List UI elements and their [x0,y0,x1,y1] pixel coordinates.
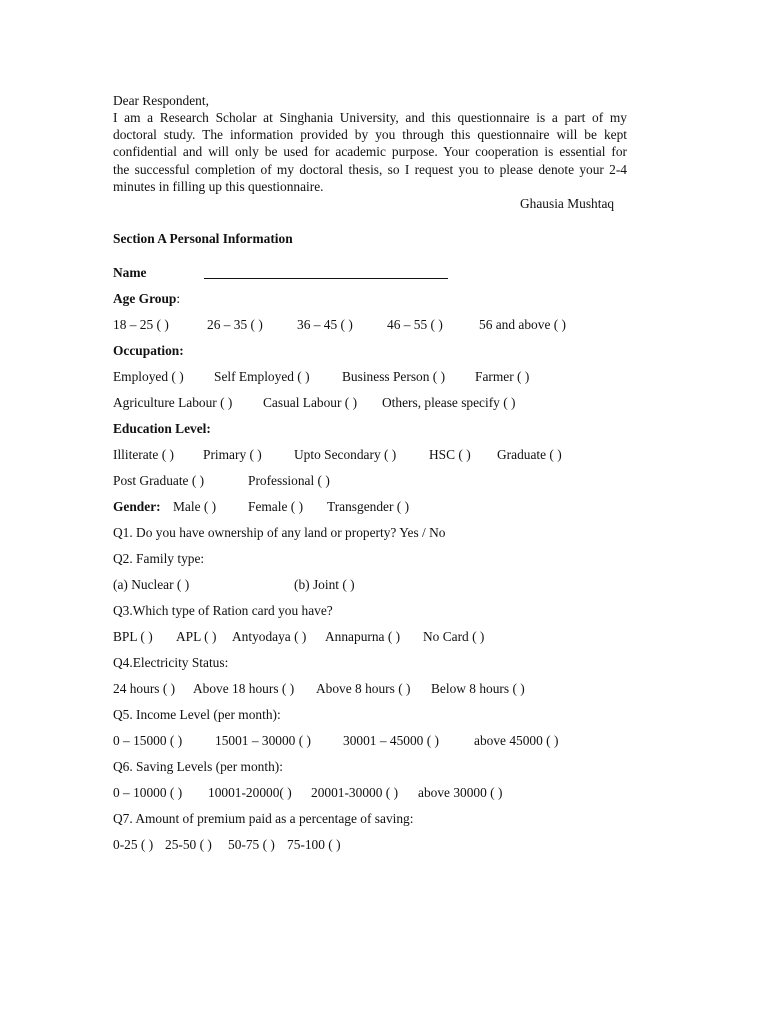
q4-option-below-8-hours[interactable]: Below 8 hours ( ) [431,681,525,696]
salutation: Dear Respondent, [113,93,209,108]
q7-text: Q7. Amount of premium paid as a percentage of saving: [113,811,414,826]
education-upto-secondary[interactable]: Upto Secondary ( ) [294,447,397,462]
q7-option-75-100[interactable]: 75-100 ( ) [287,837,341,852]
occupation-label: Occupation: [113,343,184,358]
letter-line-4: the successful completion of my doctoral thesis, so I request you to please denote your 2-4 [113,162,627,177]
q2-text: Q2. Family type: [113,551,205,566]
education-label: Education Level: [113,421,211,436]
signature-name: Ghausia Mushtaq [520,196,615,211]
age-option-36-45[interactable]: 36 – 45 ( ) [297,317,353,332]
age-option-18-25[interactable]: 18 – 25 ( ) [113,317,169,332]
q4-text: Q4.Electricity Status: [113,655,229,670]
q3-text: Q3.Which type of Ration card you have? [113,603,333,618]
q7-option-50-75[interactable]: 50-75 ( ) [228,837,275,852]
q5-option-30001-45000[interactable]: 30001 – 45000 ( ) [343,733,439,748]
letter-line-3: confidential and will only be used for academic purpose. Your cooperation is essential for [113,144,627,159]
q6-option-0-10000[interactable]: 0 – 10000 ( ) [113,785,183,800]
age-option-46-55[interactable]: 46 – 55 ( ) [387,317,443,332]
education-post-graduate[interactable]: Post Graduate ( ) [113,473,205,488]
occupation-self-employed[interactable]: Self Employed ( ) [214,369,310,384]
gender-male[interactable]: Male ( ) [173,499,217,514]
q2-option-nuclear[interactable]: (a) Nuclear ( ) [113,577,190,592]
education-professional[interactable]: Professional ( ) [248,473,330,488]
q7-option-25-50[interactable]: 25-50 ( ) [165,837,212,852]
q6-option-20001-30000[interactable]: 20001-30000 ( ) [311,785,399,800]
occupation-agriculture-labour[interactable]: Agriculture Labour ( ) [113,395,233,410]
name-label: Name [113,265,147,280]
q2-option-joint[interactable]: (b) Joint ( ) [294,577,355,592]
q5-text: Q5. Income Level (per month): [113,707,281,722]
education-graduate[interactable]: Graduate ( ) [497,447,562,462]
q3-option-bpl[interactable]: BPL ( ) [113,629,153,644]
q1-text: Q1. Do you have ownership of any land or property? Yes / No [113,525,446,540]
q5-option-15001-30000[interactable]: 15001 – 30000 ( ) [215,733,311,748]
q4-option-above-8-hours[interactable]: Above 8 hours ( ) [316,681,411,696]
letter-line-5: minutes in filling up this questionnaire. [113,179,324,194]
age-option-56-above[interactable]: 56 and above ( ) [479,317,567,332]
education-illiterate[interactable]: Illiterate ( ) [113,447,174,462]
q6-option-above-30000[interactable]: above 30000 ( ) [418,785,503,800]
gender-transgender[interactable]: Transgender ( ) [327,499,410,514]
age-option-26-35[interactable]: 26 – 35 ( ) [207,317,263,332]
letter-line-2: doctoral study. The information provided by you through this questionnaire will be kept [113,127,627,142]
occupation-business-person[interactable]: Business Person ( ) [342,369,446,384]
gender-female[interactable]: Female ( ) [248,499,304,514]
q3-option-apl[interactable]: APL ( ) [176,629,217,644]
occupation-employed[interactable]: Employed ( ) [113,369,184,384]
q6-text: Q6. Saving Levels (per month): [113,759,283,774]
q3-option-antyodaya[interactable]: Antyodaya ( ) [232,629,307,644]
q5-option-0-15000[interactable]: 0 – 15000 ( ) [113,733,183,748]
occupation-casual-labour[interactable]: Casual Labour ( ) [263,395,358,410]
q7-option-0-25[interactable]: 0-25 ( ) [113,837,154,852]
gender-label: Gender: [113,499,161,514]
q3-option-no-card[interactable]: No Card ( ) [423,629,485,644]
section-a-title: Section A Personal Information [113,231,293,246]
name-input-line[interactable] [204,278,448,279]
q6-option-10001-20000[interactable]: 10001-20000( ) [208,785,292,800]
age-group-label: Age Group: [113,291,181,306]
q3-option-annapurna[interactable]: Annapurna ( ) [325,629,401,644]
q4-option-above-18-hours[interactable]: Above 18 hours ( ) [193,681,295,696]
occupation-others-specify[interactable]: Others, please specify ( ) [382,395,516,410]
q4-option-24-hours[interactable]: 24 hours ( ) [113,681,176,696]
q5-option-above-45000[interactable]: above 45000 ( ) [474,733,559,748]
education-primary[interactable]: Primary ( ) [203,447,262,462]
occupation-farmer[interactable]: Farmer ( ) [475,369,530,384]
education-hsc[interactable]: HSC ( ) [429,447,471,462]
letter-line-1: I am a Research Scholar at Singhania University, and this questionnaire is a part of my [113,110,627,125]
